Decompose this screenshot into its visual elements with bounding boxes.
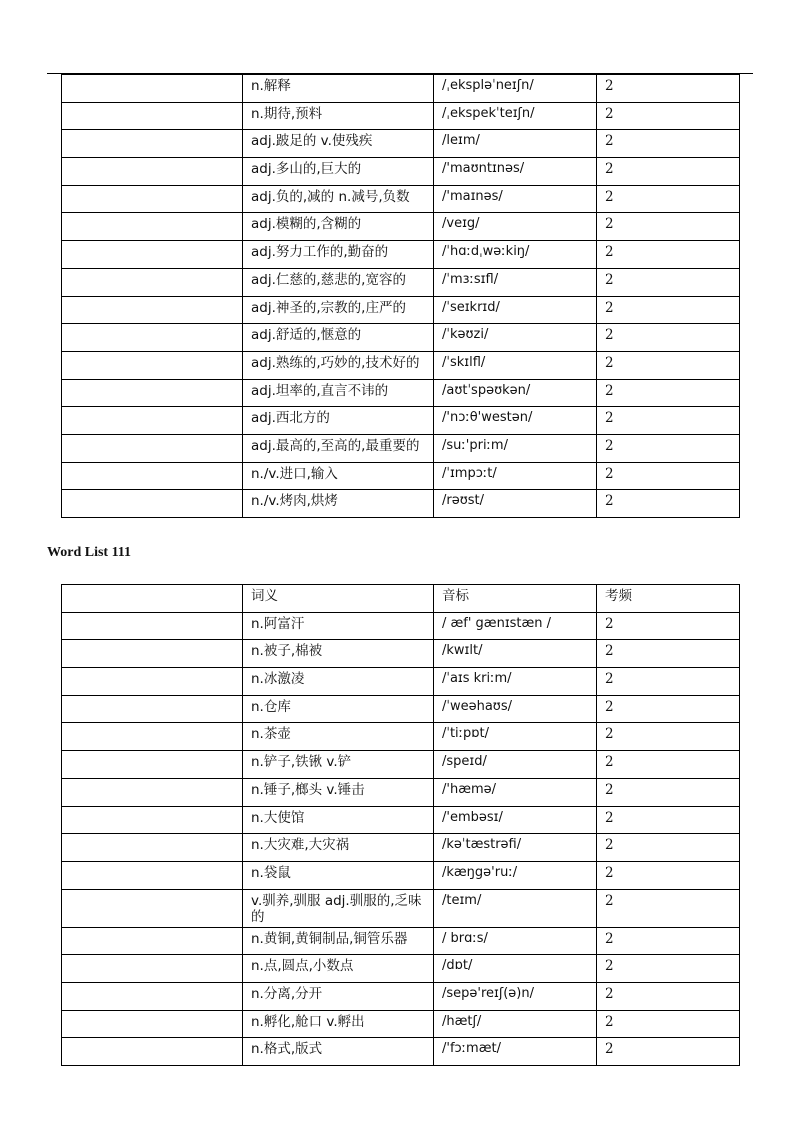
blank-cell: [62, 213, 243, 241]
phonetic-cell: /ˈseɪkrɪd/: [434, 296, 597, 324]
blank-cell: [62, 1010, 243, 1038]
phonetic-cell: /kæŋgə'ruː/: [434, 861, 597, 889]
phonetic-cell: /kəˈtæstrəfi/: [434, 834, 597, 862]
frequency-cell: 2: [597, 75, 740, 103]
meaning-cell: n.茶壶: [243, 723, 434, 751]
meaning-cell: adj.仁慈的,慈悲的,宽容的: [243, 268, 434, 296]
table-row: [62, 668, 740, 696]
meaning-cell: n./v.烤肉,烘烤: [243, 490, 434, 518]
blank-cell: [62, 806, 243, 834]
blank-cell: [62, 889, 243, 927]
meaning-cell: adj.多山的,巨大的: [243, 158, 434, 186]
meaning-cell: n./v.进口,输入: [243, 462, 434, 490]
table-row: [62, 982, 740, 1010]
meaning-cell: adj.神圣的,宗教的,庄严的: [243, 296, 434, 324]
frequency-cell: 2: [597, 612, 740, 640]
table-row: [62, 723, 740, 751]
phonetic-cell: /ˈtiːpɒt/: [434, 723, 597, 751]
blank-cell: [62, 379, 243, 407]
frequency-cell: 2: [597, 185, 740, 213]
frequency-cell: 2: [597, 462, 740, 490]
table-row: [62, 640, 740, 668]
frequency-cell: 2: [597, 130, 740, 158]
frequency-cell: 2: [597, 296, 740, 324]
blank-cell: [62, 927, 243, 955]
header-blank-cell: [62, 585, 243, 613]
blank-cell: [62, 668, 243, 696]
phonetic-cell: /ˈkəʊzi/: [434, 324, 597, 352]
frequency-cell: 2: [597, 955, 740, 983]
meaning-cell: n.铲子,铁锹 v.铲: [243, 751, 434, 779]
table-row: [62, 834, 740, 862]
meaning-cell: adj.跛足的 v.使残疾: [243, 130, 434, 158]
phonetic-cell: /hætʃ/: [434, 1010, 597, 1038]
phonetic-cell: /'fɔːmæt/: [434, 1038, 597, 1066]
frequency-cell: 2: [597, 102, 740, 130]
phonetic-cell: /aʊtˈspəʊkən/: [434, 379, 597, 407]
meaning-cell: n.格式,版式: [243, 1038, 434, 1066]
phonetic-cell: /ˌekspekˈteɪʃn/: [434, 102, 597, 130]
meaning-cell: adj.舒适的,惬意的: [243, 324, 434, 352]
phonetic-cell: /ˈaɪs kriːm/: [434, 668, 597, 696]
table-row: [62, 751, 740, 779]
blank-cell: [62, 1038, 243, 1066]
meaning-cell: n.阿富汗: [243, 612, 434, 640]
blank-cell: [62, 324, 243, 352]
frequency-cell: 2: [597, 241, 740, 269]
table-row: [62, 75, 740, 103]
blank-cell: [62, 75, 243, 103]
frequency-cell: 2: [597, 268, 740, 296]
phonetic-cell: /leɪm/: [434, 130, 597, 158]
phonetic-cell: /'nɔːθ'westən/: [434, 407, 597, 435]
table-row: [62, 778, 740, 806]
table-row: [62, 185, 740, 213]
frequency-cell: 2: [597, 834, 740, 862]
phonetic-cell: /'embəsɪ/: [434, 806, 597, 834]
table-row: [62, 407, 740, 435]
phonetic-cell: /rəʊst/: [434, 490, 597, 518]
meaning-cell: adj.坦率的,直言不讳的: [243, 379, 434, 407]
frequency-cell: 2: [597, 982, 740, 1010]
table-row: [62, 462, 740, 490]
blank-cell: [62, 462, 243, 490]
table-row: [62, 490, 740, 518]
meaning-cell: adj.负的,减的 n.减号,负数: [243, 185, 434, 213]
phonetic-cell: /ˈweəhaʊs/: [434, 695, 597, 723]
phonetic-cell: /suː'priːm/: [434, 434, 597, 462]
table-row: [62, 130, 740, 158]
meaning-cell: n.分离,分开: [243, 982, 434, 1010]
phonetic-cell: / brɑːs/: [434, 927, 597, 955]
table-row: [62, 612, 740, 640]
phonetic-cell: /ˌekspləˈneɪʃn/: [434, 75, 597, 103]
blank-cell: [62, 102, 243, 130]
blank-cell: [62, 778, 243, 806]
phonetic-cell: /sepə'reɪʃ(ə)n/: [434, 982, 597, 1010]
blank-cell: [62, 185, 243, 213]
blank-cell: [62, 490, 243, 518]
frequency-cell: 2: [597, 407, 740, 435]
frequency-cell: 2: [597, 751, 740, 779]
meaning-cell: adj.努力工作的,勤奋的: [243, 241, 434, 269]
phonetic-cell: /'maʊntɪnəs/: [434, 158, 597, 186]
phonetic-cell: /teɪm/: [434, 889, 597, 927]
meaning-cell: adj.模糊的,含糊的: [243, 213, 434, 241]
meaning-cell: adj.西北方的: [243, 407, 434, 435]
meaning-cell: n.冰激凌: [243, 668, 434, 696]
table-row: [62, 268, 740, 296]
meaning-cell: n.点,圆点,小数点: [243, 955, 434, 983]
phonetic-cell: /'hæmə/: [434, 778, 597, 806]
meaning-cell: n.期待,预料: [243, 102, 434, 130]
blank-cell: [62, 296, 243, 324]
frequency-cell: 2: [597, 1038, 740, 1066]
phonetic-cell: /speɪd/: [434, 751, 597, 779]
frequency-cell: 2: [597, 379, 740, 407]
table-row: [62, 806, 740, 834]
table-row: [62, 695, 740, 723]
meaning-cell: n.袋鼠: [243, 861, 434, 889]
meaning-cell: n.大灾难,大灾祸: [243, 834, 434, 862]
table-row: [62, 1038, 740, 1066]
blank-cell: [62, 130, 243, 158]
meaning-cell: n.黄铜,黄铜制品,铜管乐器: [243, 927, 434, 955]
blank-cell: [62, 351, 243, 379]
table-row: [62, 379, 740, 407]
table-row: [62, 158, 740, 186]
phonetic-cell: /veɪg/: [434, 213, 597, 241]
table-row: [62, 861, 740, 889]
table-row: [62, 927, 740, 955]
table-header-row: [62, 585, 740, 613]
blank-cell: [62, 241, 243, 269]
word-table-111: [61, 584, 740, 1066]
table-row: [62, 351, 740, 379]
blank-cell: [62, 834, 243, 862]
frequency-cell: 2: [597, 490, 740, 518]
word-table-continued: [61, 74, 740, 518]
frequency-cell: 2: [597, 213, 740, 241]
table-row: [62, 241, 740, 269]
frequency-cell: 2: [597, 434, 740, 462]
table-row: [62, 102, 740, 130]
section-title: Word List 111: [47, 545, 132, 560]
phonetic-cell: /ˈɪmpɔːt/: [434, 462, 597, 490]
meaning-cell: adj.熟练的,巧妙的,技术好的: [243, 351, 434, 379]
meaning-cell: n.仓库: [243, 695, 434, 723]
table-row: [62, 434, 740, 462]
frequency-cell: 2: [597, 723, 740, 751]
meaning-cell: n.解释: [243, 75, 434, 103]
frequency-cell: 2: [597, 927, 740, 955]
meaning-cell: n.被子,棉被: [243, 640, 434, 668]
phonetic-cell: /'maɪnəs/: [434, 185, 597, 213]
phonetic-cell: /kwɪlt/: [434, 640, 597, 668]
meaning-cell: n.大使馆: [243, 806, 434, 834]
blank-cell: [62, 640, 243, 668]
table-row: [62, 1010, 740, 1038]
phonetic-cell: / æf' gænɪstæn /: [434, 612, 597, 640]
phonetic-cell: /ˈmɜːsɪfl/: [434, 268, 597, 296]
table-row: [62, 889, 740, 927]
blank-cell: [62, 407, 243, 435]
frequency-cell: 2: [597, 158, 740, 186]
frequency-cell: 2: [597, 861, 740, 889]
frequency-cell: 2: [597, 889, 740, 927]
blank-cell: [62, 861, 243, 889]
table-row: [62, 213, 740, 241]
header-meaning: 词义: [243, 585, 434, 613]
frequency-cell: 2: [597, 778, 740, 806]
blank-cell: [62, 268, 243, 296]
frequency-cell: 2: [597, 695, 740, 723]
blank-cell: [62, 982, 243, 1010]
blank-cell: [62, 158, 243, 186]
frequency-cell: 2: [597, 324, 740, 352]
blank-cell: [62, 751, 243, 779]
header-frequency: 考频: [597, 585, 740, 613]
blank-cell: [62, 434, 243, 462]
meaning-cell: v.驯养,驯服 adj.驯服的,乏味的: [243, 889, 434, 927]
frequency-cell: 2: [597, 668, 740, 696]
frequency-cell: 2: [597, 640, 740, 668]
table-row: [62, 296, 740, 324]
table-row: [62, 955, 740, 983]
phonetic-cell: /ˈhɑːdˌwəːkiŋ/: [434, 241, 597, 269]
frequency-cell: 2: [597, 1010, 740, 1038]
meaning-cell: n.孵化,舱口 v.孵出: [243, 1010, 434, 1038]
header-phonetic: 音标: [434, 585, 597, 613]
blank-cell: [62, 723, 243, 751]
phonetic-cell: /dɒt/: [434, 955, 597, 983]
frequency-cell: 2: [597, 806, 740, 834]
blank-cell: [62, 955, 243, 983]
blank-cell: [62, 695, 243, 723]
phonetic-cell: /ˈskɪlfl/: [434, 351, 597, 379]
blank-cell: [62, 612, 243, 640]
table-row: [62, 324, 740, 352]
meaning-cell: adj.最高的,至高的,最重要的: [243, 434, 434, 462]
meaning-cell: n.锤子,榔头 v.锤击: [243, 778, 434, 806]
frequency-cell: 2: [597, 351, 740, 379]
